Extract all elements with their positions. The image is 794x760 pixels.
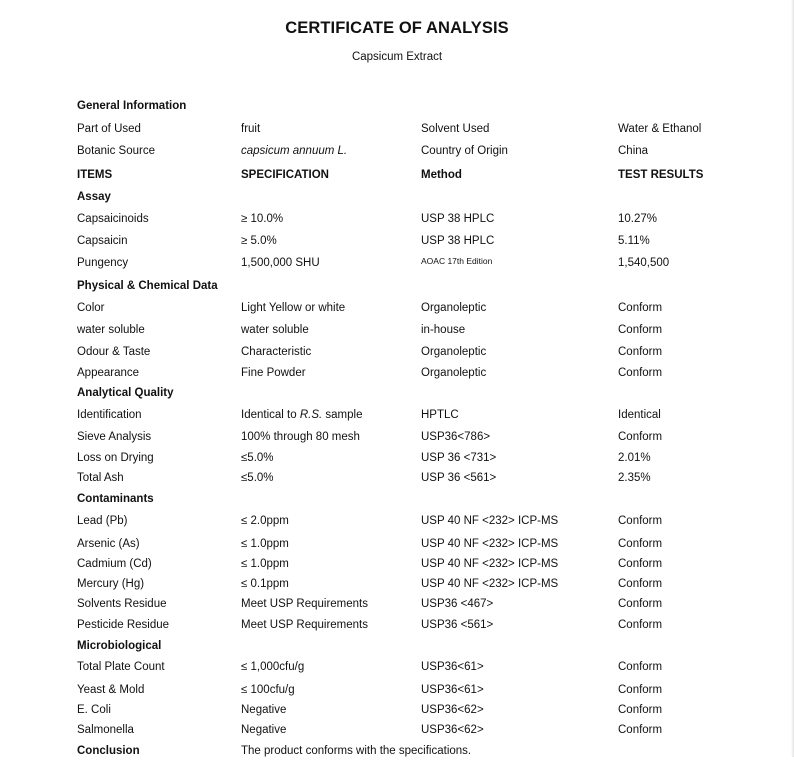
- method-cell: USP 40 NF <232> ICP-MS: [421, 538, 559, 550]
- spec-cell: ≤ 1.0ppm: [241, 558, 289, 570]
- spec-cell: Light Yellow or white: [241, 302, 346, 314]
- solvent-used-label: Solvent Used: [421, 123, 490, 135]
- column-header-method: Method: [421, 169, 462, 181]
- spec-cell: [241, 406, 362, 424]
- section-heading-microbiological: Microbiological: [77, 640, 162, 652]
- general-info-heading: General Information: [77, 100, 187, 112]
- result-cell: 2.35%: [618, 472, 651, 484]
- method-cell: USP 38 HPLC: [421, 213, 495, 225]
- part-used-label: Part of Used: [77, 123, 141, 135]
- table-row: [77, 575, 777, 593]
- section-heading-row: [77, 277, 777, 295]
- section-heading-row: [77, 188, 777, 206]
- spec-cell: Meet USP Requirements: [241, 619, 368, 631]
- method-cell: USP 36 <561>: [421, 472, 497, 484]
- spec-italic: R.S.: [299, 409, 323, 421]
- spec-cell: ≤ 2.0ppm: [241, 515, 289, 527]
- spec-cell: ≤5.0%: [241, 452, 274, 464]
- spec-cell: 100% through 80 mesh: [241, 431, 360, 443]
- method-cell: USP 36 <731>: [421, 452, 497, 464]
- result-cell: Conform: [618, 515, 663, 527]
- item-cell: Pesticide Residue: [77, 619, 170, 631]
- table-row: [77, 428, 777, 446]
- result-cell: Conform: [618, 704, 663, 716]
- item-cell: Yeast & Mold: [77, 684, 145, 696]
- country-origin-value: China: [618, 145, 649, 157]
- spec-cell: ≥ 10.0%: [241, 213, 284, 225]
- spec-cell: Meet USP Requirements: [241, 598, 368, 610]
- table-row: [77, 254, 777, 272]
- item-cell: Total Plate Count: [77, 661, 165, 673]
- table-row: [77, 449, 777, 467]
- method-cell: USP 40 NF <232> ICP-MS: [421, 515, 559, 527]
- table-row: [77, 555, 777, 573]
- section-heading-physical: Physical & Chemical Data: [77, 280, 218, 292]
- method-cell: HPTLC: [421, 409, 459, 421]
- table-row: [77, 512, 777, 530]
- method-cell: in-house: [421, 324, 466, 336]
- result-cell: Conform: [618, 431, 663, 443]
- column-header-specification: SPECIFICATION: [241, 169, 329, 181]
- table-row: [77, 406, 777, 424]
- conclusion-label: Conclusion: [77, 745, 140, 757]
- table-row: [77, 535, 777, 553]
- item-cell: Pungency: [77, 257, 129, 269]
- item-cell: Color: [77, 302, 105, 314]
- table-row: [77, 210, 777, 228]
- item-cell: Capsaicinoids: [77, 213, 149, 225]
- spec-cell: 1,500,000 SHU: [241, 257, 320, 269]
- method-cell: USP36<786>: [421, 431, 491, 443]
- method-cell: Organoleptic: [421, 346, 487, 358]
- section-heading-assay: Assay: [77, 191, 111, 203]
- item-cell: E. Coli: [77, 704, 111, 716]
- item-cell: Arsenic (As): [77, 538, 140, 550]
- item-cell: Loss on Drying: [77, 452, 154, 464]
- spec-cell: Negative: [241, 704, 287, 716]
- part-used-value: fruit: [241, 123, 261, 135]
- result-cell: Conform: [618, 538, 663, 550]
- item-cell: Lead (Pb): [77, 515, 128, 527]
- result-cell: Conform: [618, 558, 663, 570]
- column-header-row: [77, 166, 777, 184]
- spec-cell: ≤ 0.1ppm: [241, 578, 289, 590]
- method-cell: USP36<62>: [421, 724, 484, 736]
- result-cell: Conform: [618, 578, 663, 590]
- result-cell: 1,540,500: [618, 257, 670, 269]
- result-cell: 5.11%: [618, 235, 650, 247]
- column-header-results: TEST RESULTS: [618, 169, 704, 181]
- table-row: [77, 364, 777, 382]
- spec-cell: Characteristic: [241, 346, 312, 358]
- result-cell: Conform: [618, 302, 663, 314]
- item-cell: Appearance: [77, 367, 140, 379]
- solvent-used-value: Water & Ethanol: [618, 123, 702, 135]
- botanic-source-value: capsicum annuum L.: [241, 145, 348, 157]
- method-cell: USP36<62>: [421, 704, 484, 716]
- table-row: [77, 658, 777, 676]
- spec-cell: ≤ 100cfu/g: [241, 684, 295, 696]
- table-row: [77, 321, 777, 339]
- table-row: [77, 721, 777, 739]
- item-cell: Total Ash: [77, 472, 124, 484]
- result-cell: Conform: [618, 684, 663, 696]
- method-cell: USP36 <467>: [421, 598, 494, 610]
- botanic-source-label: Botanic Source: [77, 145, 155, 157]
- spec-cell: Fine Powder: [241, 367, 306, 379]
- spec-cell: ≤5.0%: [241, 472, 274, 484]
- method-cell: Organoleptic: [421, 367, 487, 379]
- general-info-row: [77, 120, 777, 138]
- item-cell: Cadmium (Cd): [77, 558, 152, 570]
- table-row: [77, 701, 777, 719]
- spec-cell: water soluble: [241, 324, 309, 336]
- method-cell: AOAC 17th Edition: [421, 256, 493, 266]
- table-row: [77, 299, 777, 317]
- spec-prefix: Identical to: [241, 409, 300, 421]
- item-cell: water soluble: [77, 324, 145, 336]
- document-title: CERTIFICATE OF ANALYSIS: [285, 19, 509, 37]
- result-cell: Conform: [618, 324, 663, 336]
- method-cell: USP36<61>: [421, 661, 484, 673]
- result-cell: Conform: [618, 661, 663, 673]
- method-cell: USP 38 HPLC: [421, 235, 495, 247]
- spec-suffix: sample: [322, 409, 363, 421]
- result-cell: Conform: [618, 724, 663, 736]
- section-heading-row: [77, 384, 777, 402]
- method-cell: Organoleptic: [421, 302, 487, 314]
- table-row: [77, 595, 777, 613]
- section-heading-row: [77, 637, 777, 655]
- general-info-row: [77, 142, 777, 160]
- section-heading-contaminants: Contaminants: [77, 493, 154, 505]
- table-row: [77, 681, 777, 699]
- item-cell: Capsaicin: [77, 235, 128, 247]
- result-cell: Conform: [618, 367, 663, 379]
- section-heading-row: [77, 490, 777, 508]
- result-cell: Identical: [618, 409, 661, 421]
- result-cell: Conform: [618, 619, 663, 631]
- document-subtitle: Capsicum Extract: [351, 51, 443, 63]
- country-origin-label: Country of Origin: [421, 145, 508, 157]
- result-cell: Conform: [618, 598, 663, 610]
- general-info-heading-row: [77, 97, 777, 115]
- method-cell: USP36 <561>: [421, 619, 494, 631]
- spec-cell: ≤ 1.0ppm: [241, 538, 289, 550]
- conclusion-row: [77, 742, 777, 760]
- item-cell: Salmonella: [77, 724, 134, 736]
- spec-cell: ≥ 5.0%: [241, 235, 277, 247]
- table-row: [77, 232, 777, 250]
- table-row: [77, 616, 777, 634]
- table-row: [77, 343, 777, 361]
- section-heading-analytical: Analytical Quality: [77, 387, 174, 399]
- column-header-items: ITEMS: [77, 169, 113, 181]
- item-cell: Solvents Residue: [77, 598, 167, 610]
- spec-cell: Negative: [241, 724, 287, 736]
- item-cell: Odour & Taste: [77, 346, 151, 358]
- result-cell: 10.27%: [618, 213, 658, 225]
- result-cell: Conform: [618, 346, 663, 358]
- spec-cell: ≤ 1,000cfu/g: [241, 661, 305, 673]
- method-cell: USP 40 NF <232> ICP-MS: [421, 578, 559, 590]
- item-cell: Mercury (Hg): [77, 578, 145, 590]
- item-cell: Identification: [77, 409, 142, 421]
- table-row: [77, 469, 777, 487]
- method-cell: USP36<61>: [421, 684, 484, 696]
- item-cell: Sieve Analysis: [77, 431, 152, 443]
- method-cell: USP 40 NF <232> ICP-MS: [421, 558, 559, 570]
- conclusion-text: The product conforms with the specifications.: [241, 745, 472, 757]
- result-cell: 2.01%: [618, 452, 651, 464]
